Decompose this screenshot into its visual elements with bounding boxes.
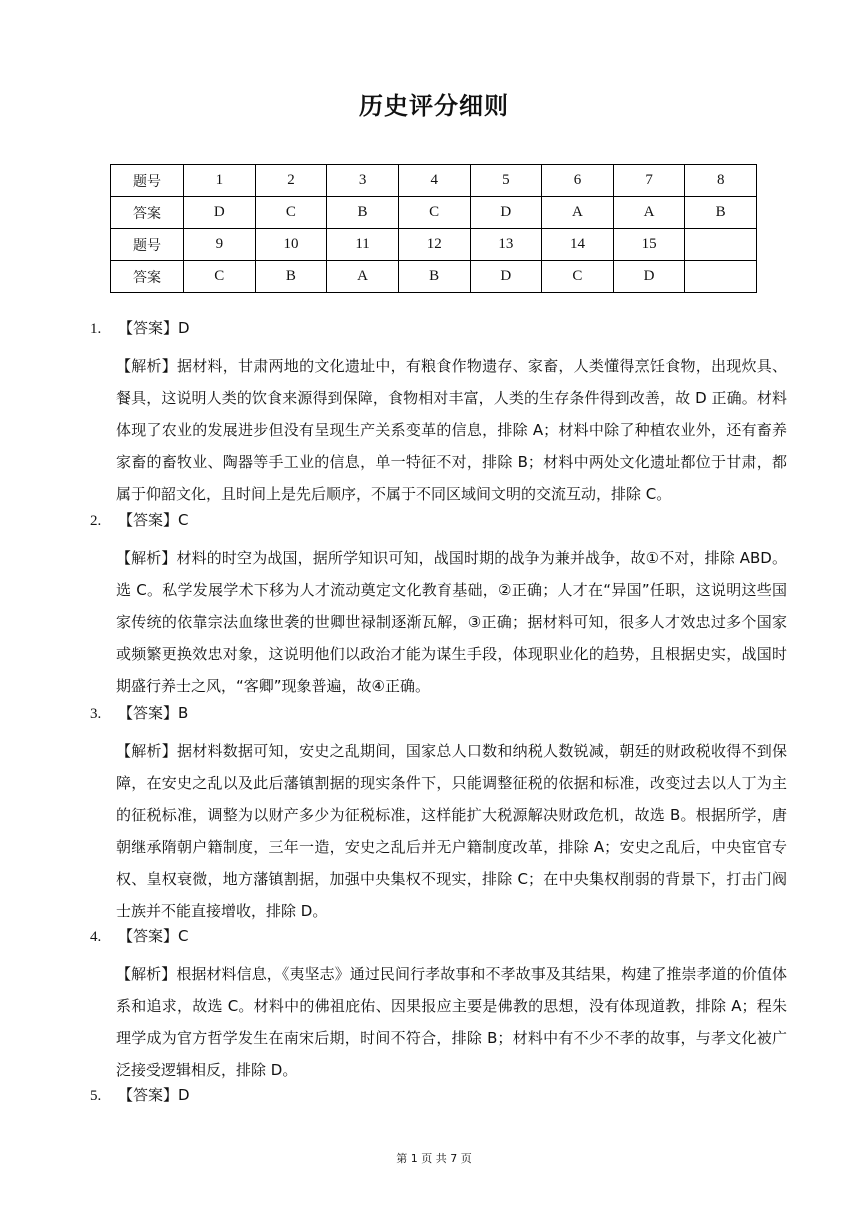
table-cell: 9	[184, 229, 256, 261]
table-cell: B	[255, 261, 327, 293]
analysis-text: 【解析】根据材料信息，《夷坚志》通过民间行孝故事和不孝故事及其结果，构建了推崇孝道的价值体系和追求，故选 C。材料中的佛祖庇佑、因果报应主要是佛教的思想，没有体现道教，排除 A；程朱理学成为官方哲学发生在南宋后期，时间不符合，排除 B；材料中有不少不孝的故事，与孝文化被广泛接受逻辑相反，排除 D。	[116, 965, 787, 1079]
question-1	[90, 318, 787, 510]
table-cell: C	[542, 261, 614, 293]
table-cell: B	[327, 197, 399, 229]
table-cell: A	[542, 197, 614, 229]
table-cell: 2	[255, 165, 327, 197]
table-cell	[685, 229, 757, 261]
question-3	[90, 703, 787, 927]
answer-label: 【答案】B	[118, 704, 189, 722]
question-number: 2.	[90, 513, 102, 529]
table-cell: 14	[542, 229, 614, 261]
table-cell: C	[255, 197, 327, 229]
row-label: 答案	[111, 261, 184, 293]
page-footer: 第 1 页 共 7 页	[396, 1152, 472, 1165]
table-cell: B	[398, 261, 470, 293]
question-5	[90, 1085, 787, 1106]
page-title: 历史评分细则	[359, 92, 509, 120]
table-cell: 8	[685, 165, 757, 197]
answer-label: 【答案】D	[118, 1086, 190, 1104]
table-cell: 4	[398, 165, 470, 197]
table-cell: B	[685, 197, 757, 229]
question-number: 1.	[90, 321, 102, 337]
analysis-text: 【解析】据材料数据可知，安史之乱期间，国家总人口数和纳税人数锐减，朝廷的财政税收得不到保障，在安史之乱以及此后藩镇割据的现实条件下，只能调整征税的依据和标准，改变过去以人丁为主的征税标准，调整为以财产多少为征税标准，这样能扩大税源解决财政危机，故选 B。根据所学，唐朝继承隋朝户籍制度，三年一造，安史之乱后并无户籍制度改革，排除 A；安史之乱后，中央宦官专权、皇权衰微，地方藩镇割据，加强中央集权不现实，排除 C；在中央集权削弱的背景下，打击门阀士族并不能直接增收，排除 D。	[116, 742, 787, 920]
row-label: 答案	[111, 197, 184, 229]
analysis-text: 【解析】据材料，甘肃两地的文化遗址中，有粮食作物遗存、家畜，人类懂得烹饪食物，出现炊具、餐具，这说明人类的饮食来源得到保障，食物相对丰富，人类的生存条件得到改善，故 D 正确。材料体现了农业的发展进步但没有呈现生产关系变革的信息，排除 A；材料中除了种植农业外，还有畜养家畜的畜牧业、陶器等手工业的信息，单一特征不对，排除 B；材料中两处文化遗址都位于甘肃，都属于仰韶文化，且时间上是先后顺序，不属于不同区域间文明的交流互动，排除 C。	[116, 357, 787, 503]
answer-table	[110, 164, 757, 293]
answer-label: 【答案】D	[118, 319, 190, 337]
table-cell: 6	[542, 165, 614, 197]
row-label: 题号	[111, 165, 184, 197]
table-row	[111, 229, 757, 261]
table-row	[111, 197, 757, 229]
table-cell: 7	[613, 165, 685, 197]
question-4	[90, 926, 787, 1086]
table-row	[111, 165, 757, 197]
table-cell: 5	[470, 165, 542, 197]
row-label: 题号	[111, 229, 184, 261]
answer-label: 【答案】C	[118, 511, 189, 529]
table-cell: 13	[470, 229, 542, 261]
table-cell: D	[470, 261, 542, 293]
analysis-text: 【解析】材料的时空为战国，据所学知识可知，战国时期的战争为兼并战争，故①不对，排除 ABD。选 C。私学发展学术下移为人才流动奠定文化教育基础，②正确；人才在“异国”任职，这说明这些国家传统的依靠宗法血缘世袭的世卿世禄制逐渐瓦解，③正确；据材料可知，很多人才效忠过多个国家或频繁更换效忠对象，这说明他们以政治才能为谋生手段，体现职业化的趋势，且根据史实，战国时期盛行养士之风，“客卿”现象普遍，故④正确。	[116, 549, 787, 695]
table-row	[111, 261, 757, 293]
table-cell: 3	[327, 165, 399, 197]
question-2	[90, 510, 787, 702]
table-cell	[685, 261, 757, 293]
table-cell: D	[613, 261, 685, 293]
question-number: 4.	[90, 929, 102, 945]
table-cell: A	[613, 197, 685, 229]
question-number: 3.	[90, 706, 102, 722]
table-cell: 12	[398, 229, 470, 261]
table-cell: 1	[184, 165, 256, 197]
table-cell: 11	[327, 229, 399, 261]
answer-label: 【答案】C	[118, 927, 189, 945]
question-number: 5.	[90, 1088, 102, 1104]
table-cell: 15	[613, 229, 685, 261]
table-cell: 10	[255, 229, 327, 261]
table-cell: C	[184, 261, 256, 293]
table-cell: A	[327, 261, 399, 293]
table-cell: D	[470, 197, 542, 229]
table-cell: D	[184, 197, 256, 229]
table-cell: C	[398, 197, 470, 229]
